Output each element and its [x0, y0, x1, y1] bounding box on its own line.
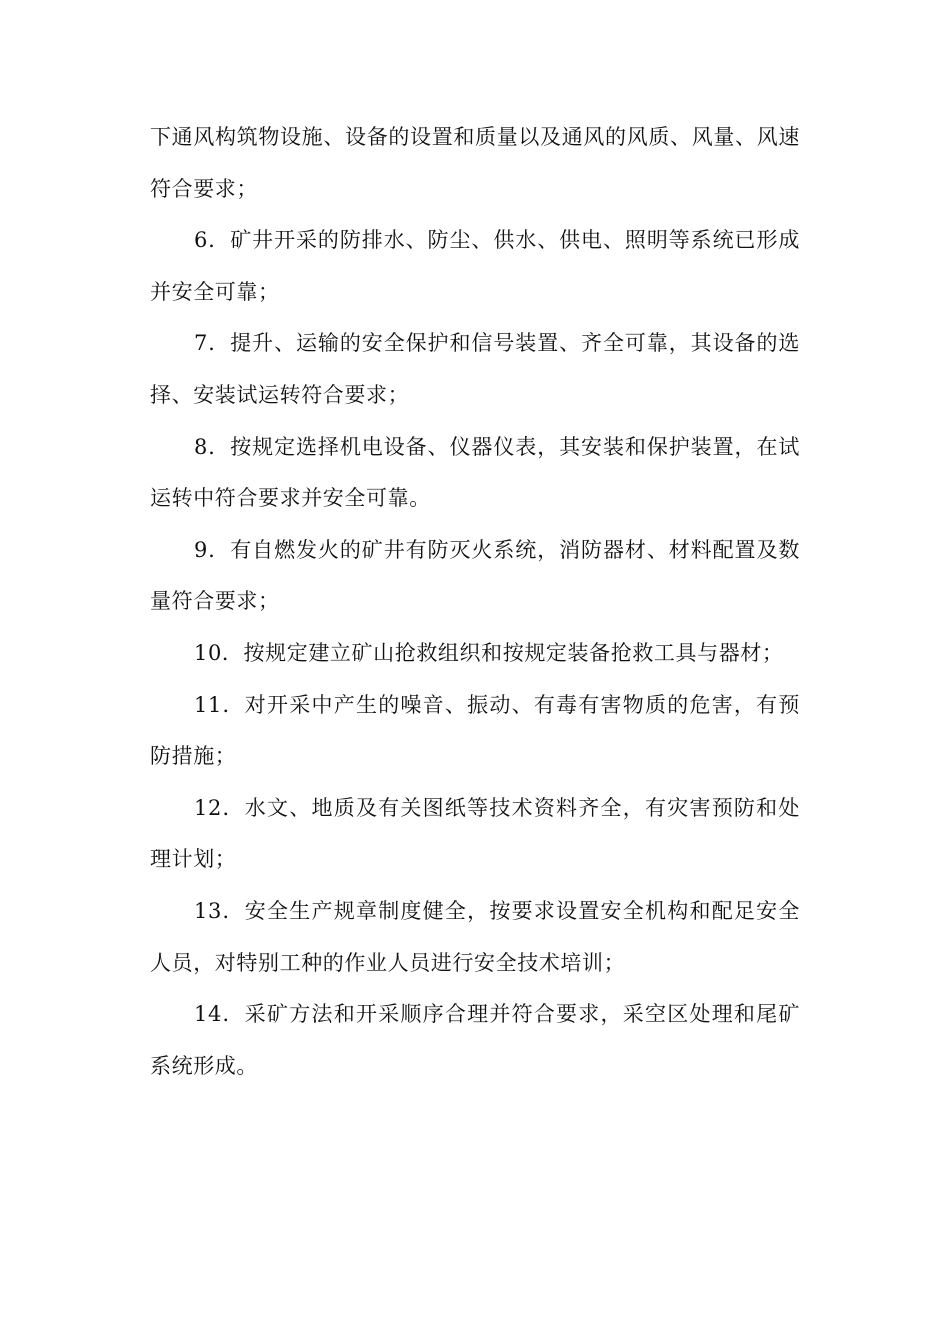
list-item-9: 9．有自燃发火的矿井有防灭火系统，消防器材、材料配置及数量符合要求； [150, 537, 800, 614]
paragraph-continued: 下通风构筑物设施、设备的设置和质量以及通风的风质、风量、风速符合要求； [150, 125, 800, 201]
list-item-8: 8．按规定选择机电设备、仪器仪表，其安装和保护装置，在试运转中符合要求并安全可靠。 [150, 434, 800, 511]
list-item-6: 6．矿井开采的防排水、防尘、供水、供电、照明等系统已形成并安全可靠； [150, 228, 800, 304]
list-item-12: 12．水文、地质及有关图纸等技术资料齐全，有灾害预防和处理计划； [150, 795, 800, 872]
list-item-7: 7．提升、运输的安全保护和信号装置、齐全可靠，其设备的选择、安装试运转符合要求； [150, 331, 800, 407]
list-item-10: 10．按规定建立矿山抢救组织和按规定装备抢救工具与器材； [194, 640, 784, 665]
document-body [150, 112, 800, 1092]
list-item-13: 13．安全生产规章制度健全，按要求设置安全机构和配足安全人员，对特别工种的作业人员进行安全技术培训； [150, 898, 800, 975]
list-item-11: 11．对开采中产生的噪音、振动、有毒有害物质的危害，有预防措施； [150, 692, 800, 769]
list-item-14: 14．采矿方法和开采顺序合理并符合要求，采空区处理和尾矿系统形成。 [150, 1002, 800, 1078]
